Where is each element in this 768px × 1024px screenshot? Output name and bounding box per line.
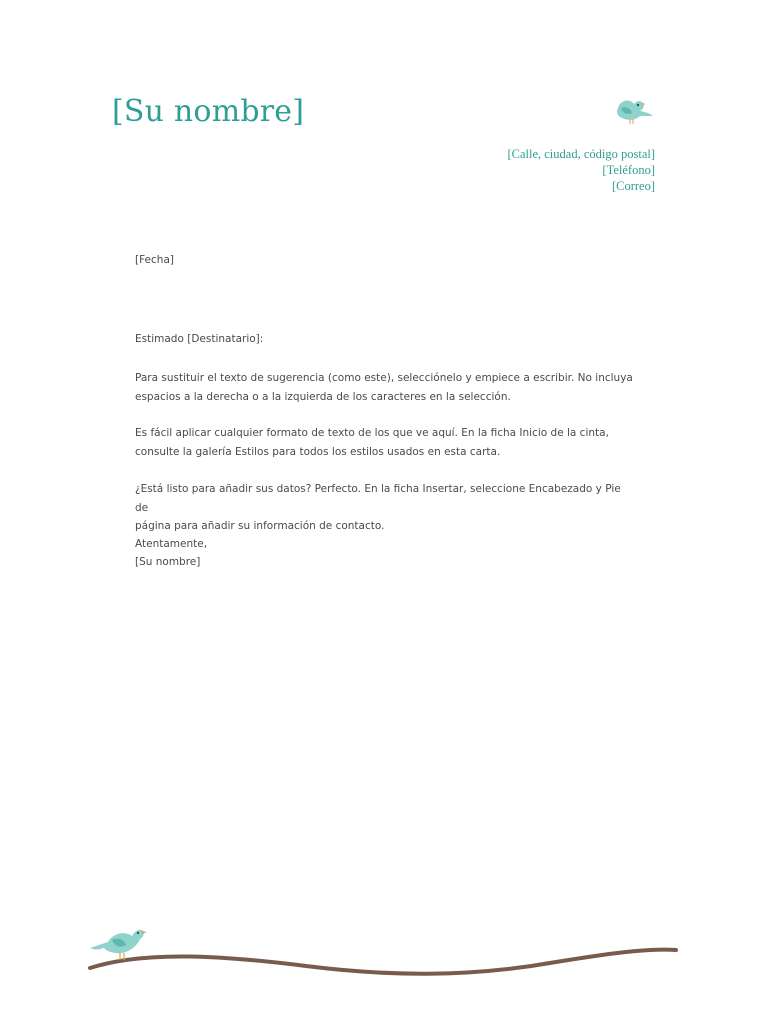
branch-decoration [90, 950, 676, 974]
body-paragraph-2[interactable] [135, 424, 635, 461]
sender-email[interactable]: [Correo] [611, 179, 655, 193]
paragraph-line: espacios a la derecha o a la izquierda de los caracteres en la selección. [135, 390, 511, 403]
paragraph-line: ¿Está listo para añadir sus datos? Perfecto. En la ficha Insertar, seleccione Encabezado y Pie de [135, 483, 621, 514]
footer-bird-icon [90, 930, 147, 960]
paragraph-line: consulte la galería Estilos para todos los estilos usados en esta carta. [135, 445, 501, 458]
signature-name[interactable]: [Su nombre] [135, 556, 201, 568]
sender-address[interactable]: [Calle, ciudad, código postal] [507, 147, 655, 161]
sender-name[interactable]: [Su nombre] [112, 94, 305, 129]
body-paragraph-1[interactable] [135, 369, 635, 406]
paragraph-line: página para añadir su información de contacto. [135, 520, 385, 532]
body-paragraph-3[interactable] [135, 480, 635, 536]
bird-icon [612, 96, 656, 128]
letter-date[interactable]: [Fecha] [135, 254, 174, 266]
paragraph-line: Para sustituir el texto de sugerencia (como este), selecciónelo y empiece a escribir. No incluya [135, 372, 633, 384]
sender-phone[interactable]: [Teléfono] [602, 163, 655, 177]
closing[interactable]: Atentamente, [135, 538, 208, 550]
paragraph-line: Es fácil aplicar cualquier formato de texto de los que ve aquí. En la ficha Inicio de la cinta, [135, 427, 609, 439]
bird-on-branch-icon [86, 920, 680, 984]
salutation[interactable]: Estimado [Destinatario]: [135, 333, 264, 345]
sender-contact-block [507, 146, 655, 194]
